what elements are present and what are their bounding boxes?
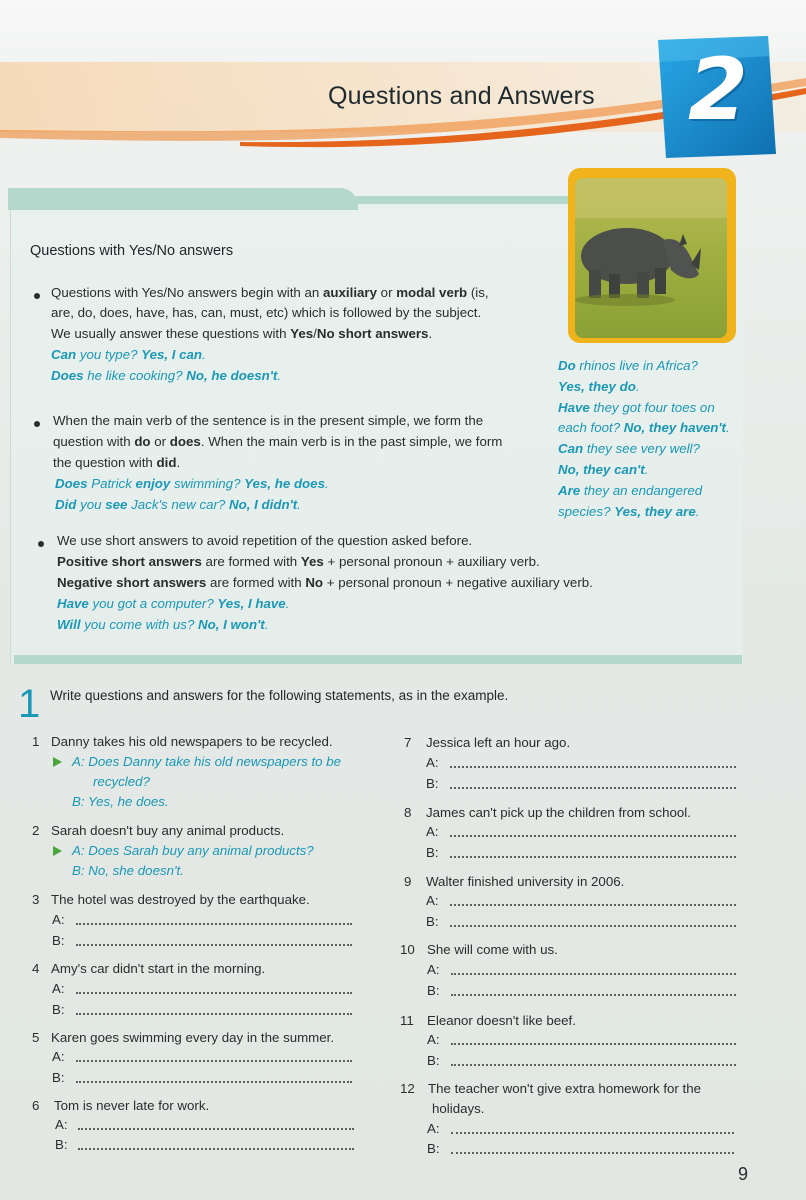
grammar-line: We usually answer these questions with Yes/No short answers.	[51, 326, 433, 341]
grammar-example: Can you type? Yes, I can.	[51, 347, 206, 362]
answer-a-label: A:	[426, 755, 439, 770]
grammar-box-bottom-border	[14, 655, 742, 664]
answer-b-field[interactable]	[450, 856, 736, 858]
chapter-title: Questions and Answers	[328, 82, 595, 110]
answer-a-label: A:	[427, 1121, 440, 1136]
grammar-line: Questions with Yes/No answers begin with an auxiliary or modal verb (is,	[51, 285, 489, 300]
answer-a-field[interactable]	[450, 904, 736, 906]
grammar-line: We use short answers to avoid repetition of the question asked before.	[57, 533, 473, 548]
answer-a-field[interactable]	[78, 1128, 354, 1130]
answer-b-field[interactable]	[76, 1013, 352, 1015]
grammar-example: Did you see Jack's new car? No, I didn't.	[55, 497, 301, 512]
exercise-instruction: Write questions and answers for the following statements, as in the example.	[50, 688, 509, 703]
answer-b-field[interactable]	[450, 925, 736, 927]
answer-b-label: B:	[55, 1137, 68, 1152]
grammar-line: When the main verb of the sentence is in the present simple, we form the	[53, 413, 484, 428]
example-arrow-icon	[53, 846, 62, 856]
answer-b-field[interactable]	[451, 1064, 736, 1066]
grammar-line: are, do, does, have, has, can, must, etc) which is followed by the subject.	[51, 305, 482, 320]
grammar-line: the question with did.	[53, 455, 181, 470]
answer-a-label: A:	[427, 962, 440, 977]
example-answer-a-cont: recycled?	[93, 774, 150, 789]
bullet-dot	[38, 541, 44, 547]
answer-a-label: A:	[52, 981, 65, 996]
answer-b-field[interactable]	[451, 1152, 734, 1154]
answer-a-label: A:	[52, 912, 65, 927]
grammar-line: Positive short answers are formed with Yes + personal pronoun + auxiliary verb.	[57, 554, 540, 569]
grammar-box-top-border	[350, 196, 570, 204]
answer-b-field[interactable]	[78, 1148, 354, 1150]
answer-a-field[interactable]	[76, 923, 352, 925]
answer-a-field[interactable]	[76, 992, 352, 994]
answer-b-label: B:	[426, 845, 439, 860]
grammar-line: Negative short answers are formed with No + personal pronoun + negative auxiliary verb.	[57, 575, 593, 590]
answer-a-label: A:	[426, 893, 439, 908]
answer-b-field[interactable]	[76, 944, 352, 946]
page-number: 9	[738, 1164, 749, 1184]
example-answer-a: A: Does Danny take his old newspapers to be	[72, 754, 342, 769]
answer-a-field[interactable]	[451, 973, 736, 975]
grammar-line: question with do or does. When the main verb is in the past simple, we form	[53, 434, 503, 449]
answer-b-label: B:	[426, 776, 439, 791]
answer-a-label: A:	[427, 1032, 440, 1047]
answer-b-field[interactable]	[450, 787, 736, 789]
answer-b-label: B:	[52, 1070, 65, 1085]
grammar-example: Does Patrick enjoy swimming? Yes, he does.	[55, 476, 329, 491]
answer-a-label: A:	[55, 1117, 68, 1132]
answer-b-label: B:	[52, 1002, 65, 1017]
answer-b-field[interactable]	[76, 1081, 352, 1083]
answer-a-field[interactable]	[451, 1043, 736, 1045]
example-arrow-icon	[53, 757, 62, 767]
answer-a-field[interactable]	[450, 835, 736, 837]
answer-a-field[interactable]	[451, 1132, 734, 1134]
answer-a-field[interactable]	[76, 1060, 352, 1062]
grammar-example: Have you got a computer? Yes, I have.	[57, 596, 290, 611]
grammar-heading: Questions with Yes/No answers	[30, 243, 234, 259]
answer-b-label: B:	[52, 933, 65, 948]
answer-b-field[interactable]	[451, 994, 736, 996]
grammar-box-tab	[8, 188, 358, 210]
grammar-example: Does he like cooking? No, he doesn't.	[51, 368, 282, 383]
exercise-item-cont: holidays.	[432, 1101, 485, 1116]
bullet-dot	[34, 293, 40, 299]
answer-b-label: B:	[426, 914, 439, 929]
answer-b-label: B:	[427, 1141, 440, 1156]
answer-b-label: B:	[427, 983, 440, 998]
rhino-photo	[575, 178, 727, 338]
example-answer-b: B: No, she doesn't.	[72, 863, 184, 878]
bullet-dot	[34, 421, 40, 427]
answer-a-label: A:	[426, 824, 439, 839]
answer-a-field[interactable]	[450, 766, 736, 768]
exercise-number: 1	[18, 682, 41, 726]
answer-b-label: B:	[427, 1053, 440, 1068]
example-answer-b: B: Yes, he does.	[72, 794, 169, 809]
grammar-example: Will you come with us? No, I won't.	[57, 617, 269, 632]
side-examples: Do rhinos live in Africa? Yes, they do. Have they got four toes on each foot? No, they haven't. Can they see very well? No, they can't. Are they an endangered species? Yes, they are.	[558, 358, 730, 519]
example-answer-a: A: Does Sarah buy any animal products?	[72, 843, 314, 858]
answer-a-label: A:	[52, 1049, 65, 1064]
chapter-number: 2	[688, 40, 748, 140]
